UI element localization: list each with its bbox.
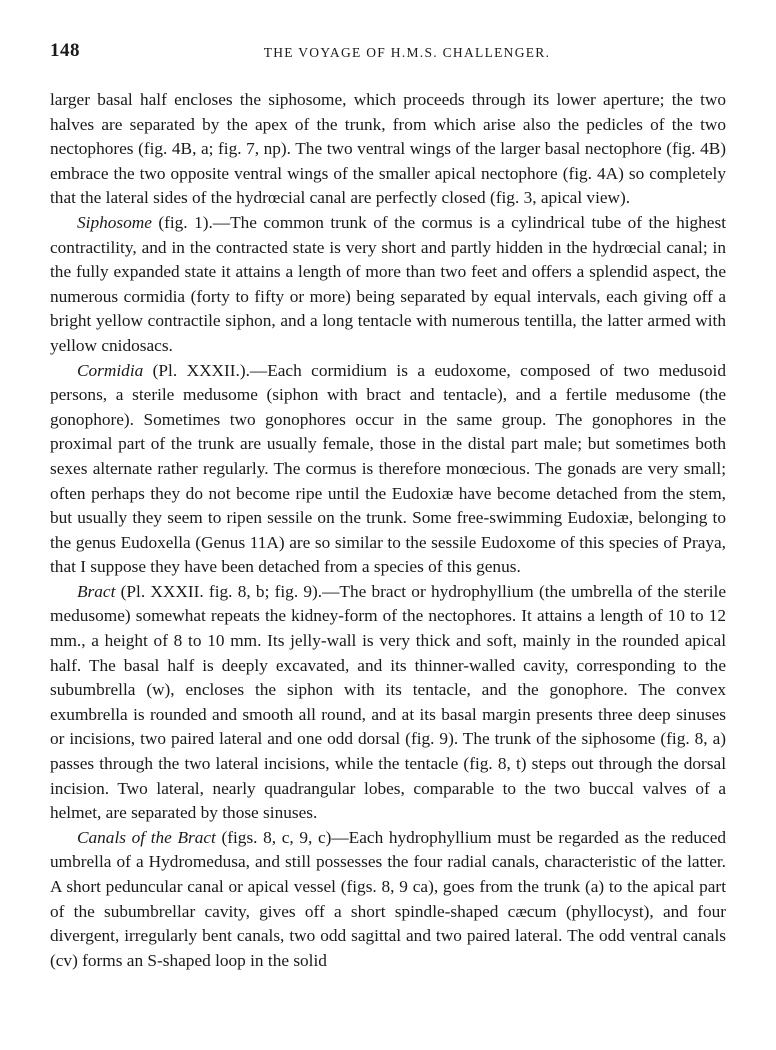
body-text <box>50 88 726 973</box>
paragraph-cormidia <box>50 359 726 580</box>
paragraph-siphosome <box>50 211 726 359</box>
page-number: 148 <box>50 40 80 61</box>
paragraph-text: (Pl. XXXII.).—Each cormidium is a eudoxome, composed of two medusoid persons, a sterile medusome (siphon with bract and tentacle), and a fertile medusome (the gonophore). Sometimes two gonophores occur in the same group. The gonophores in the proximal part of the trunk are usually female, those in the distal part male; but sometimes both sexes alternate rather regularly. The cormus is therefore monœcious. The gonads are very small; often perhaps they do not become ripe until the Eudoxiæ have become detached from the stem, but usually they seem to ripen sessile on the trunk. Some free-swimming Eudoxiæ, belonging to the genus Eudoxella (Genus 11A) are so similar to the sessile Eudoxome of this species of Praya, that I suppose they have been detached from a species of this genus. <box>50 360 726 577</box>
paragraph-continuation <box>50 88 726 211</box>
paragraph-text: (figs. 8, c, 9, c)—Each hydrophyllium must be regarded as the reduced umbrella of a Hydromedusa, and still possesses the four radial canals, characteristic of the latter. A short peduncular canal or apical vessel (figs. 8, 9 ca), goes from the trunk (a) to the apical part of the subumbrellar cavity, gives off a short spindle-shaped cæcum (phyllocyst), and four divergent, irregularly bent canals, two odd sagittal and two paired lateral. The odd ventral canals (cv) forms an S-shaped loop in the solid <box>50 827 727 970</box>
paragraph-text: (Pl. XXXII. fig. 8, b; fig. 9).—The bract or hydrophyllium (the umbrella of the sterile medusome) somewhat repeats the kidney-form of the nectophores. It attains a length of 10 to 12 mm., a height of 8 to 10 mm. Its jelly-wall is very thick and soft, mainly in the rounded apical half. The basal half is deeply excavated, and its thinner-walled cavity, corresponding to the subumbrella (w), encloses the siphon with its tentacle, and the gonophore. The convex exumbrella is rounded and smooth all round, and at its basal margin presents three deep sinuses or incisions, two paired lateral and one odd dorsal (fig. 9). The trunk of the siphosome (fig. 8, a) passes through the two lateral incisions, while the tentacle (fig. 8, t) steps out through the dorsal incision. Two lateral, nearly quadrangular lobes, comparable to the two buccal valves of a helmet, are separated by those sinuses. <box>50 581 726 823</box>
section-heading: Cormidia <box>77 360 144 380</box>
paragraph-bract <box>50 580 726 826</box>
page-header <box>50 40 724 70</box>
paragraph-text: larger basal half encloses the siphosome, which proceeds through its lower aperture; the two halves are separated by the apex of the trunk, from which arise also the pedicles of the two nectophores (fig. 4B, a; fig. 7, np). The two ventral wings of the larger basal nectophore (fig. 4B) embrace the two opposite ventral wings of the smaller apical nectophore (fig. 4A) so completely that the lateral sides of the hydrœcial canal are perfectly closed (fig. 3, apical view). <box>50 90 726 208</box>
section-heading: Bract <box>77 581 116 601</box>
paragraph-text: (fig. 1).—The common trunk of the cormus is a cylindrical tube of the highest contractility, and in the contracted state is very short and partly hidden in the hydrœcial canal; in the fully expanded state it attains a length of more than two feet and offers a splendid aspect, the numerous cormidia (forty to fifty or more) being separated by equal intervals, each giving off a bright yellow contractile siphon, and a long tentacle with numerous tentilla, the latter armed with yellow cnidosacs. <box>50 212 726 355</box>
running-head: THE VOYAGE OF H.M.S. CHALLENGER. <box>263 45 551 60</box>
section-heading: Siphosome <box>77 212 152 232</box>
section-heading: Canals of the Bract <box>77 827 216 847</box>
paragraph-canals-of-bract <box>50 826 726 974</box>
